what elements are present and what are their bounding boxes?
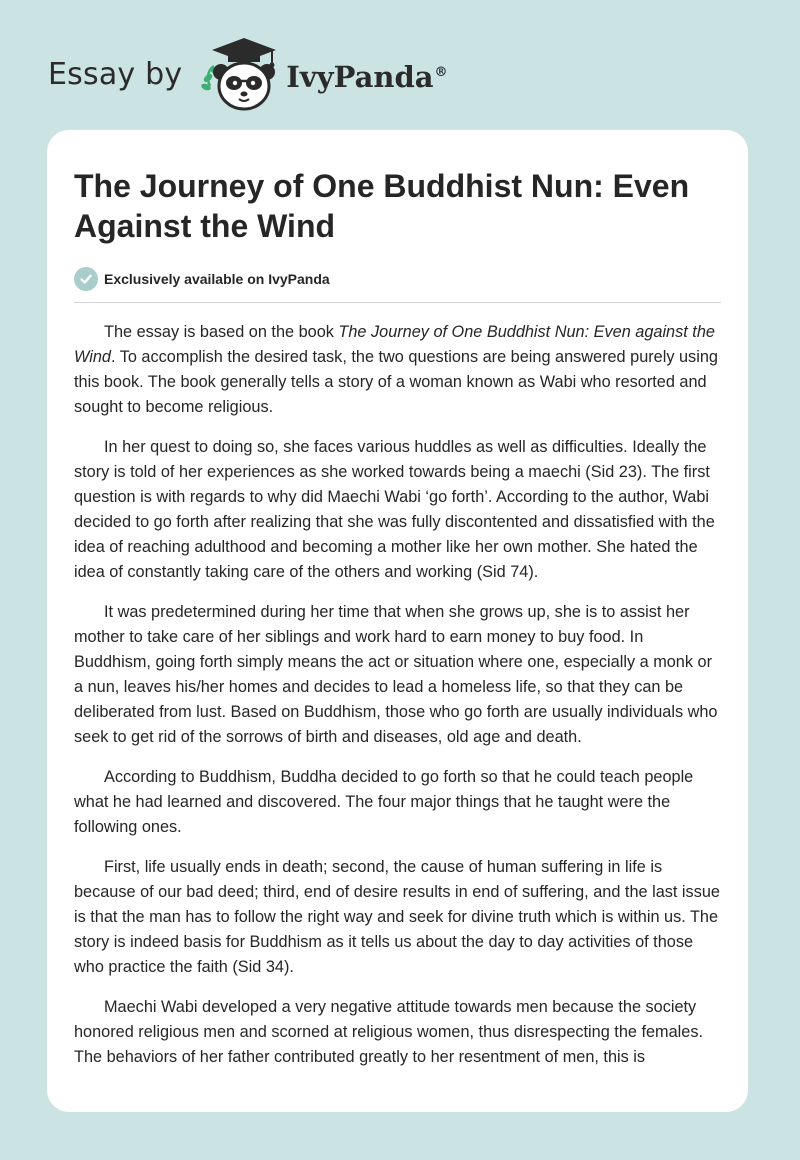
paragraph: Maechi Wabi developed a very negative attitude towards men because the society honored religious men and scorned at religious women, thus disrespecting the females. The behaviors of her father contributed greatly to her resentment of men, this is [74,998,703,1066]
divider [74,302,721,303]
book-title: The Journey of One Buddhist Nun: Even against the Wind [74,323,715,366]
panda-graduate-icon [196,34,282,114]
badge-label: Exclusively available on IvyPanda [104,271,330,287]
checkmark-icon [74,267,98,291]
paragraph: First, life usually ends in death; second, the cause of human suffering in life is because of our bad deed; third, end of desire results in end of suffering, and the last issue is that the man has to follow the right way and seek for divine truth which is within us. The story is indeed basis for Buddhism as it tells us about the day to day activities of those who practice the faith (Sid 34). [74,858,720,976]
paragraph: It was predetermined during her time that when she grows up, she is to assist her mother to take care of her siblings and work hard to earn money to buy food. In Buddhism, going forth simply means the act or situation where one, especially a monk or a nun, leaves his/her homes and decides to lead a homeless life, so that they can be deliberated from lust. Based on Buddhism, those who go forth are usually individuals who seek to get rid of the sorrows of birth and diseases, old age and death. [74,603,718,746]
essay-body [74,320,721,1070]
essay-by-label: Essay by [48,56,183,92]
exclusive-badge [74,266,721,292]
site-header [48,34,448,114]
paragraph: According to Buddhism, Buddha decided to go forth so that he could teach people what he had learned and discovered. The four major things that he taught were the following ones. [74,768,694,836]
paragraph: In her quest to doing so, she faces various huddles as well as difficulties. Ideally the story is told of her experiences as she worked towards being a maechi (Sid 23). The first question is with regards to why did Maechi Wabi ‘go forth’. According to the author, Wabi decided to go forth after realizing that she was fully discontented and dissatisfied with the idea of reaching adulthood and becoming a mother like her own mother. She hated the idea of constantly taking care of the others and working (Sid 74). [74,438,715,581]
page-title: The Journey of One Buddhist Nun: Even Against the Wind [74,168,690,244]
brand-name[interactable]: IvyPanda® [286,60,448,94]
essay-card [47,130,748,1112]
registered-mark: ® [434,65,448,81]
paragraph: The essay is based on the book The Journey of One Buddhist Nun: Even against the Wind. To accomplish the desired task, the two questions are being answered purely using this book. The book generally tells a story of a woman known as Wabi who resorted and sought to become religious. [74,323,718,416]
